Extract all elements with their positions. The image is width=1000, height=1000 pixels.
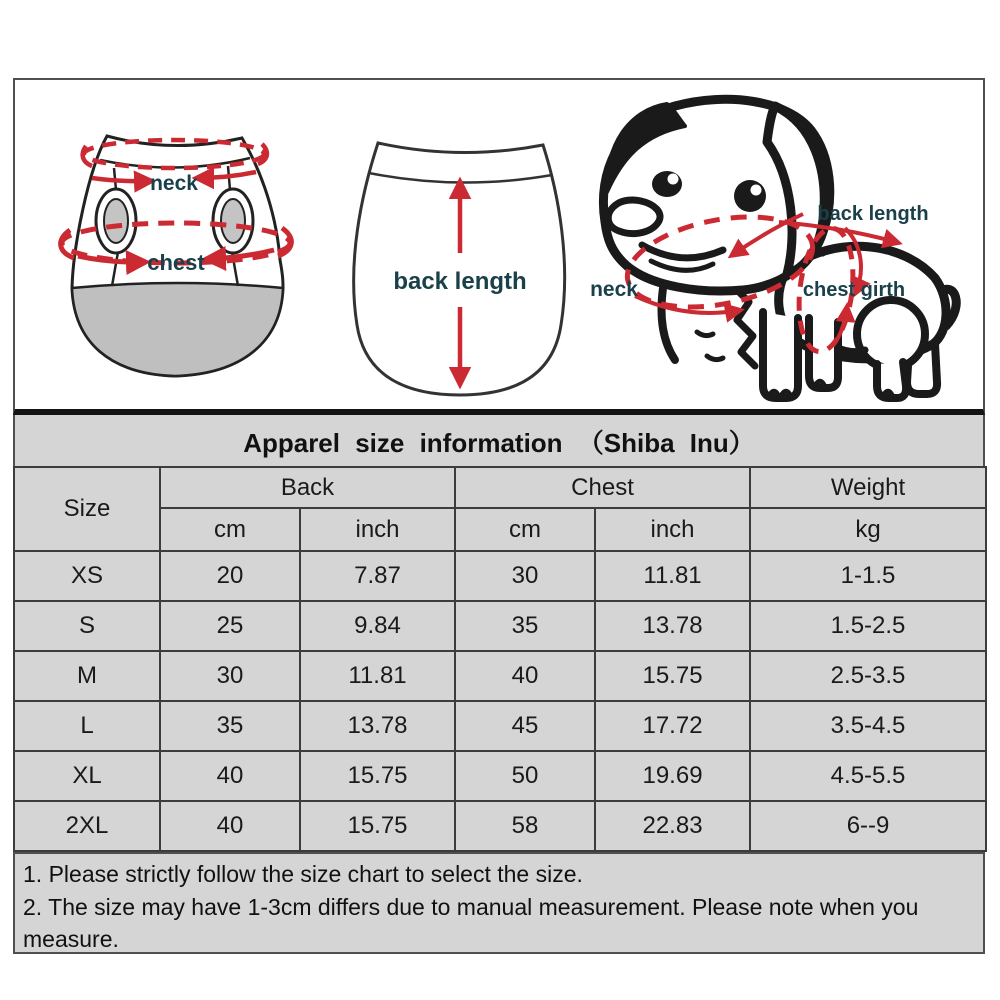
- table-row: [14, 751, 986, 801]
- dog-haunch: [857, 300, 925, 368]
- cell-size: M: [14, 651, 160, 701]
- cell-back-cm: 40: [160, 751, 300, 801]
- measurement-diagrams-panel: [13, 78, 985, 415]
- cell-size: XS: [14, 551, 160, 601]
- cell-weight: 3.5-4.5: [750, 701, 986, 751]
- cell-back-inch: 9.84: [300, 601, 455, 651]
- note-line-2: 2. The size may have 1-3cm differs due to manual measurement. Please note when you measure.: [23, 893, 919, 953]
- cell-weight: 2.5-3.5: [750, 651, 986, 701]
- cell-weight: 4.5-5.5: [750, 751, 986, 801]
- table-row: [14, 701, 986, 751]
- dog-neck-label: neck: [590, 278, 638, 301]
- col-header-back: Back: [160, 467, 455, 508]
- cell-back-inch: 15.75: [300, 751, 455, 801]
- cell-back-cm: 30: [160, 651, 300, 701]
- table-row: [14, 651, 986, 701]
- armhole-right: [213, 189, 253, 253]
- cell-back-inch: 13.78: [300, 701, 455, 751]
- col-header-chest: Chest: [455, 467, 750, 508]
- size-table: [13, 466, 987, 852]
- cell-back-cm: 40: [160, 801, 300, 851]
- footnotes: [13, 852, 985, 954]
- table-row: [14, 801, 986, 851]
- cell-weight: 1-1.5: [750, 551, 986, 601]
- front-chest-label: chest: [147, 250, 205, 275]
- col-header-kg: kg: [750, 508, 986, 551]
- col-header-chest-cm: cm: [455, 508, 595, 551]
- table-row: [14, 551, 986, 601]
- col-header-back-inch: inch: [300, 508, 455, 551]
- dog-illustration: [603, 99, 956, 398]
- front-neck-label: neck: [150, 172, 198, 195]
- cell-back-cm: 20: [160, 551, 300, 601]
- col-header-weight: Weight: [750, 467, 986, 508]
- note-line-1: 1. Please strictly follow the size chart to select the size.: [23, 861, 583, 887]
- cell-size: 2XL: [14, 801, 160, 851]
- col-header-size: Size: [14, 467, 160, 551]
- cell-chest-cm: 58: [455, 801, 595, 851]
- dog-back-length-label: back length: [817, 203, 929, 225]
- cell-size: L: [14, 701, 160, 751]
- dog-measurement-diagram: [547, 80, 967, 410]
- cell-back-cm: 35: [160, 701, 300, 751]
- cell-chest-inch: 13.78: [595, 601, 750, 651]
- cell-chest-inch: 19.69: [595, 751, 750, 801]
- cell-size: S: [14, 601, 160, 651]
- armhole-left: [96, 189, 136, 253]
- cell-chest-cm: 45: [455, 701, 595, 751]
- cell-back-inch: 15.75: [300, 801, 455, 851]
- col-header-back-cm: cm: [160, 508, 300, 551]
- cell-back-cm: 25: [160, 601, 300, 651]
- cell-chest-inch: 11.81: [595, 551, 750, 601]
- garment-belly-patch: [72, 283, 283, 376]
- dog-front-leg-near: [763, 312, 798, 398]
- table-row: [14, 601, 986, 651]
- table-title-bar: [13, 415, 985, 467]
- cell-weight: 6--9: [750, 801, 986, 851]
- dog-front-leg-far: [809, 318, 838, 388]
- cell-chest-cm: 30: [455, 551, 595, 601]
- cell-chest-cm: 40: [455, 651, 595, 701]
- col-header-chest-inch: inch: [595, 508, 750, 551]
- table-header-row-1: [14, 467, 986, 508]
- back-length-label: back length: [393, 268, 527, 295]
- table-header-row-2: [14, 508, 986, 551]
- garment-back-diagram: [333, 103, 578, 408]
- table-title: Apparel size information （Shiba Inu）: [243, 427, 755, 458]
- cell-chest-inch: 22.83: [595, 801, 750, 851]
- cell-chest-inch: 15.75: [595, 651, 750, 701]
- cell-chest-inch: 17.72: [595, 701, 750, 751]
- cell-back-inch: 11.81: [300, 651, 455, 701]
- dog-nose: [608, 200, 660, 234]
- garment-front-diagram: [40, 110, 310, 410]
- dog-chest-girth-label: chest girth: [802, 279, 906, 301]
- cell-size: XL: [14, 751, 160, 801]
- cell-back-inch: 7.87: [300, 551, 455, 601]
- cell-chest-cm: 35: [455, 601, 595, 651]
- cell-chest-cm: 50: [455, 751, 595, 801]
- cell-weight: 1.5-2.5: [750, 601, 986, 651]
